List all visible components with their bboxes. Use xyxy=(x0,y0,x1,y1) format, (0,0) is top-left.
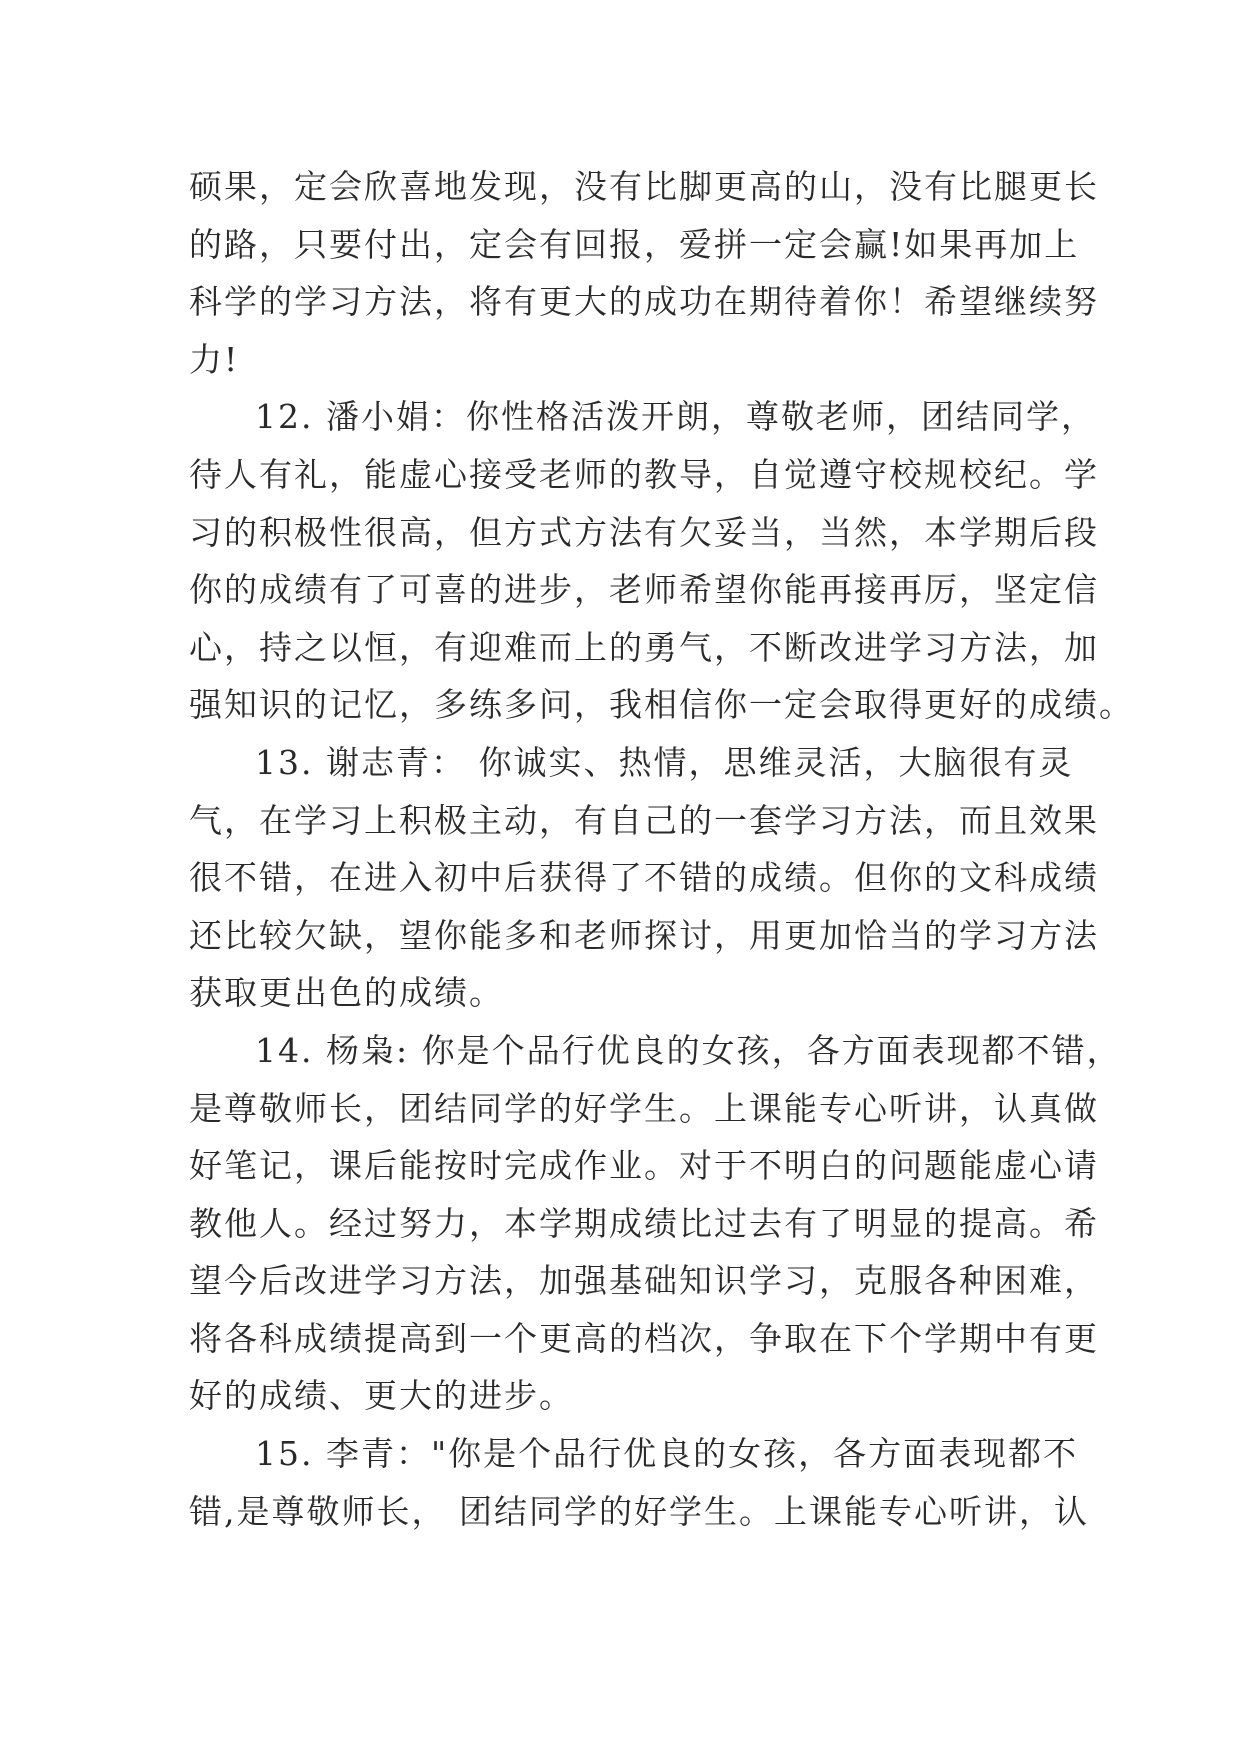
text-line: 是尊敬师长，团结同学的好学生。上课能专心听讲，认真做 xyxy=(189,1088,1099,1128)
text-line: 将各科成绩提高到一个更高的档次，争取在下个学期中有更 xyxy=(189,1318,1099,1358)
text-line: 还比较欠缺，望你能多和老师探讨，用更加恰当的学习方法 xyxy=(189,915,1099,955)
text-line: 望今后改进学习方法，加强基础知识学习，克服各种困难， xyxy=(189,1261,1099,1301)
text-line: 习的积极性很高，但方式方法有欠妥当，当然，本学期后段 xyxy=(189,512,1099,552)
text-line: 错,是尊敬师长， 团结同学的好学生。上课能专心听讲，认 xyxy=(189,1491,1089,1531)
text-line: 力! xyxy=(189,339,240,379)
text-line: 气，在学习上积极主动，有自己的一套学习方法，而且效果 xyxy=(189,800,1099,840)
text-line: 获取更出色的成绩。 xyxy=(189,973,504,1013)
text-line: 好笔记，课后能按时完成作业。对于不明白的问题能虚心请 xyxy=(189,1146,1099,1186)
text-line: 13. 谢志青： 你诚实、热情，思维灵活，大脑很有灵 xyxy=(255,742,1074,782)
paragraph-comment-13 xyxy=(189,734,1099,1022)
paragraph-comment-12 xyxy=(189,388,1134,734)
text-line: 硕果，定会欣喜地发现，没有比脚更高的山，没有比腿更长 xyxy=(189,167,1099,206)
text-line: 15. 李青："你是个品行优良的女孩，各方面表现都不 xyxy=(255,1434,1079,1474)
text-line: 教他人。经过努力，本学期成绩比过去有了明显的提高。希 xyxy=(189,1203,1099,1243)
text-line: 科学的学习方法，将有更大的成功在期待着你！希望继续努 xyxy=(189,282,1099,322)
text-line: 的路，只要付出，定会有回报，爱拼一定会赢!如果再加上 xyxy=(189,224,1080,264)
paragraph-continuation xyxy=(189,158,1099,388)
text-line: 强知识的记忆，多练多问，我相信你一定会取得更好的成绩。 xyxy=(189,685,1134,725)
text-line: 好的成绩、更大的进步。 xyxy=(189,1376,574,1416)
paragraph-comment-14 xyxy=(189,1022,1122,1425)
text-line: 你的成绩有了可喜的进步，老师希望你能再接再厉，坚定信 xyxy=(189,570,1099,610)
document-body xyxy=(189,158,1134,1540)
text-line: 14. 杨枭: 你是个品行优良的女孩，各方面表现都不错， xyxy=(255,1030,1122,1070)
text-line: 很不错，在进入初中后获得了不错的成绩。但你的文科成绩 xyxy=(189,858,1099,898)
text-line: 12. 潘小娟：你性格活泼开朗，尊敬老师，团结同学， xyxy=(255,397,1096,437)
text-line: 待人有礼，能虚心接受老师的教导，自觉遵守校规校纪。学 xyxy=(189,454,1099,494)
text-line: 心，持之以恒，有迎难而上的勇气，不断改进学习方法，加 xyxy=(189,627,1099,667)
paragraph-comment-15 xyxy=(189,1425,1089,1540)
